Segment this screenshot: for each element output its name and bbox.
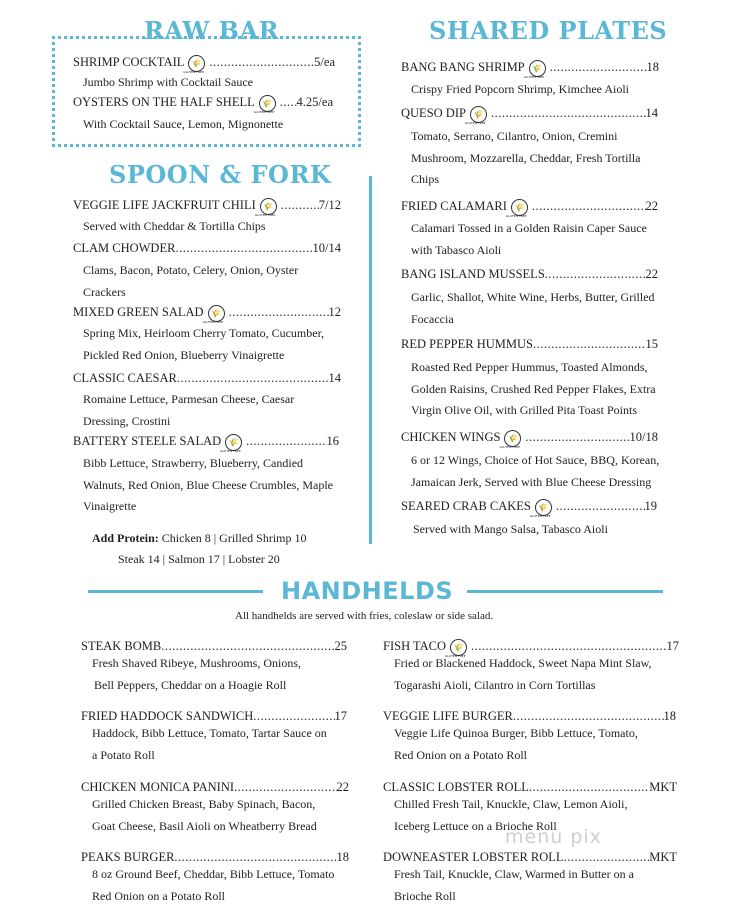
menu-item-bang-bang-shrimp: BANG BANG SHRIMP 🌾 GLUTEN FREE ..... 18 [401,60,659,77]
item-description: Tomato, Serrano, Cilantro, Onion, Cremini Mushroom, Mozzarella, Cheddar, Fresh Tortilla Chips [411,129,641,186]
item-description: Jumbo Shrimp with Cocktail Sauce [83,75,253,89]
item-description: Haddock, Bibb Lettuce, Tomato, Tartar Sauce on a Potato Roll [92,726,327,762]
menu-item-shrimp-cocktail: SHRIMP COCKTAIL 🌾 GLUTEN FREE ..... 5/ea [73,55,335,72]
gluten-free-icon: 🌾 GLUTEN FREE [511,199,528,216]
gluten-free-icon: 🌾 GLUTEN FREE [470,106,487,123]
add-protein-line: Add Protein: Chicken 8 | Grilled Shrimp 10 [92,531,307,545]
menu-item-chicken-wings: CHICKEN WINGS 🌾 GLUTEN FREE ..... 10/18 [401,430,658,447]
menu-item-veggie-life-burger: VEGGIE LIFE BURGER ..... 18 [383,709,676,724]
handhelds-title: HANDHELDS [281,577,454,605]
item-description: Served with Cheddar & Tortilla Chips [83,219,266,233]
menu-item-fried-calamari: FRIED CALAMARI 🌾 GLUTEN FREE ..... 22 [401,199,658,216]
menu-item-classic-lobster-roll: CLASSIC LOBSTER ROLL ..... MKT [383,780,677,795]
gluten-free-icon: 🌾 GLUTEN FREE [504,430,521,447]
menu-item-classic-caesar: CLASSIC CAESAR ..... 14 [73,371,341,386]
menu-item-bang-island-mussels: BANG ISLAND MUSSELS ..... 22 [401,267,658,282]
item-description: Chilled Fresh Tail, Knuckle, Claw, Lemon Aioli, Iceberg Lettuce on a Brioche Roll [394,797,628,833]
item-description: Veggie Life Quinoa Burger, Bibb Lettuce, Tomato, Red Onion on a Potato Roll [394,726,638,762]
item-description: Spring Mix, Heirloom Cherry Tomato, Cucumber, Pickled Red Onion, Blueberry Vinaigrette [83,326,325,362]
item-description: Fresh Shaved Ribeye, Mushrooms, Onions, Bell Peppers, Cheddar on a Hoagie Roll [92,656,301,692]
item-description: Fried or Blackened Haddock, Sweet Napa Mint Slaw, Togarashi Aioli, Cilantro in Corn Tortillas [394,656,652,692]
item-description: Bibb Lettuce, Strawberry, Blueberry, Candied Walnuts, Red Onion, Blue Cheese Crumbles, Maple Vinaigrette [83,456,333,513]
item-description: With Cocktail Sauce, Lemon, Mignonette [83,117,284,131]
item-description: Romaine Lettuce, Parmesan Cheese, Caesar Dressing, Crostini [83,392,295,428]
item-description: Calamari Tossed in a Golden Raisin Caper Sauce with Tabasco Aioli [411,221,647,257]
menu-item-queso-dip: QUESO DIP 🌾 GLUTEN FREE ..... 14 [401,106,658,123]
raw-bar-title: RAW BAR [144,16,280,45]
gluten-free-icon: 🌾 GLUTEN FREE [260,198,277,215]
menu-item-mixed-green-salad: MIXED GREEN SALAD 🌾 GLUTEN FREE ..... 12 [73,305,341,322]
gluten-free-icon: 🌾 GLUTEN FREE [208,305,225,322]
menu-item-fried-haddock-sandwich: FRIED HADDOCK SANDWICH ..... 17 [81,709,347,724]
menu-item-peaks-burger: PEAKS BURGER ..... 18 [81,850,349,865]
watermark: menu pix [505,826,602,848]
menu-item-steak-bomb: STEAK BOMB ..... 25 [81,639,347,654]
item-description: Served with Mango Salsa, Tabasco Aioli [413,522,608,536]
add-protein-line-2: Steak 14 | Salmon 17 | Lobster 20 [118,552,280,566]
gluten-free-icon: 🌾 GLUTEN FREE [450,639,467,656]
item-description: Garlic, Shallot, White Wine, Herbs, Butter, Grilled Focaccia [411,290,655,326]
item-description: Clams, Bacon, Potato, Celery, Onion, Oyster Crackers [83,263,299,299]
gluten-free-icon: 🌾 GLUTEN FREE [225,434,242,451]
menu-item-chicken-monica-panini: CHICKEN MONICA PANINI ..... 22 [81,780,349,795]
menu-item-red-pepper-hummus: RED PEPPER HUMMUS ..... 15 [401,337,658,352]
column-divider [369,176,372,544]
shared-plates-title: SHARED PLATES [429,16,668,45]
gluten-free-icon: 🌾 GLUTEN FREE [188,55,205,72]
item-description: Grilled Chicken Breast, Baby Spinach, Bacon, Goat Cheese, Basil Aioli on Wheatberry Bread [92,797,317,833]
item-description: 6 or 12 Wings, Choice of Hot Sauce, BBQ, Korean, Jamaican Jerk, Served with Blue Cheese Dressing [411,453,660,489]
item-description: Crispy Fried Popcorn Shrimp, Kimchee Aioli [411,82,629,96]
menu-item-battery-steele-salad: BATTERY STEELE SALAD 🌾 GLUTEN FREE ..... 16 [73,434,339,451]
handhelds-rule-left [88,590,263,593]
gluten-free-icon: 🌾 GLUTEN FREE [529,60,546,77]
menu-item-seared-crab-cakes: SEARED CRAB CAKES 🌾 GLUTEN FREE ..... 19 [401,499,657,516]
gluten-free-icon: 🌾 GLUTEN FREE [535,499,552,516]
item-description: 8 oz Ground Beef, Cheddar, Bibb Lettuce, Tomato Red Onion on a Potato Roll [92,867,335,903]
gluten-free-icon: 🌾 GLUTEN FREE [259,95,276,112]
spoon-fork-title: SPOON & FORK [109,160,332,189]
handhelds-rule-right [467,590,663,593]
menu-item-oysters: OYSTERS ON THE HALF SHELL 🌾 GLUTEN FREE ..... 4.25/ea [73,95,333,112]
menu-item-downeaster-lobster-roll: DOWNEASTER LOBSTER ROLL ..... MKT [383,850,677,865]
item-description: Roasted Red Pepper Hummus, Toasted Almonds, Golden Raisins, Crushed Red Pepper Flakes, Extra Virgin Olive Oil, with Grilled Pita Toast Points [411,360,656,417]
handhelds-note: All handhelds are served with fries, coleslaw or side salad. [235,610,494,622]
menu-item-fish-taco: FISH TACO 🌾 GLUTEN FREE ..... 17 [383,639,679,656]
menu-item-clam-chowder: CLAM CHOWDER ..... 10/14 [73,241,341,256]
menu-item-jackfruit-chili: VEGGIE LIFE JACKFRUIT CHILI 🌾 GLUTEN FREE ..... 7/12 [73,198,341,215]
item-description: Fresh Tail, Knuckle, Claw, Warmed in Butter on a Brioche Roll [394,867,634,903]
